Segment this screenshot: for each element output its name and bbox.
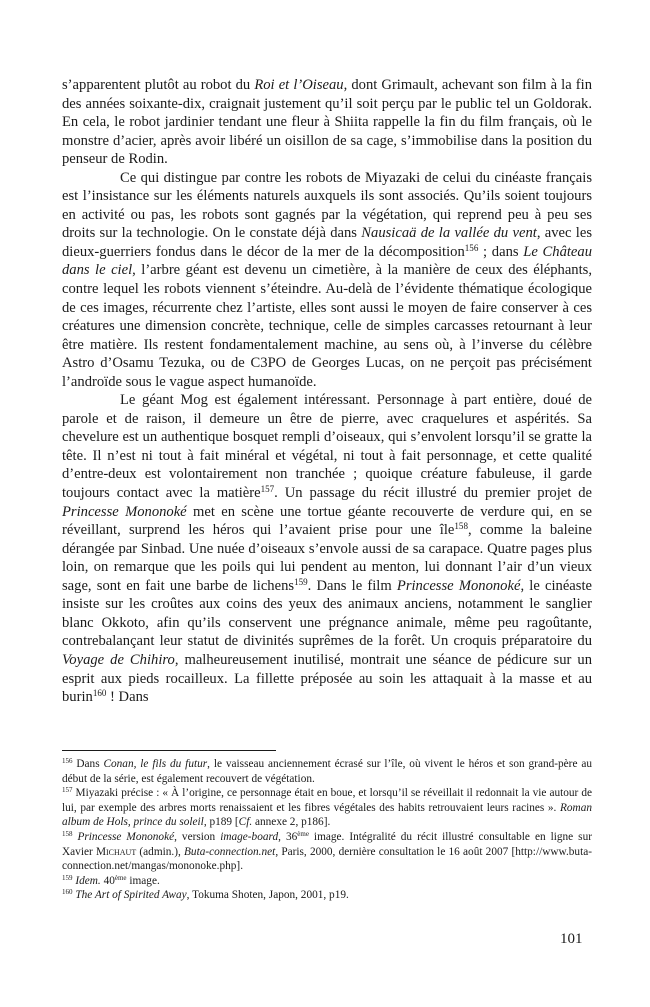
- paragraph-2: Ce qui distingue par contre les robots de Miyazaki de celui du cinéaste français est l’insistance sur les éléments naturels auxquels ils sont associés. Qu’ils soient toujours en activité ou pas, les robots sont gagnés par la végétation, qui reprend peu à peu ses droits sur la technologie. On le constate déjà dans Nausicaä de la vallée du vent, avec les dieux-guerriers fondus dans le décor de la mer de la décomposition$^{156}$ ; dans Le Château dans le ciel, l’arbre géant est devenu un cimetière, à la manière de ceux des éléphants, contre lequel les robots viennent s’éteindre. Au-delà de l’évidente thématique écologique de ces images, récurrente chez l’artiste, elles sont aussi le moyen de faire conserver à ces créatures une dimension concrète, technique, celle de simples carcasses retournant à leur être matière. Ils restent fondamentalement machine, au sens où, à l’inverse du célèbre Astro d’Osamu Tezuka, ou de C3PO de Georges Lucas, on ne perçoit pas précisément l’androïde sous le vague aspect humanoïde.: [62, 169, 593, 390]
- footnotes: [62, 757, 592, 903]
- footnote-separator: [62, 750, 276, 751]
- footnote-number: 159: [62, 873, 73, 882]
- title-princesse-mononoke: Princesse Mononoké: [62, 503, 187, 520]
- page-number: 101: [560, 931, 583, 947]
- footnote-ref-158[interactable]: 158: [454, 521, 468, 532]
- title-princesse-mononoke: Princesse Mononoké: [396, 577, 521, 594]
- document-body: [62, 76, 592, 707]
- footnote-158: $^{158}$ Princesse Mononoké, version image-board, 36ème image. Intégralité du récit illustré consultable en ligne sur Xavier Michaut (admin.), Buta-connection.net, Paris, 2000, dernière consultation le 16 août 2007 [http://www.buta-connection.net/mangas/mononoke.php].: [62, 830, 592, 873]
- footnote-ref-160[interactable]: 160: [92, 688, 107, 699]
- footnote-156: $^{156}$ Dans Conan, le fils du futur, le vaisseau anciennement écrasé sur l’île, où vivent le héros et son grand-père au début de la série, est également recouvert de végétation.: [62, 757, 592, 785]
- footnote-number: 160: [62, 888, 73, 897]
- paragraph-3: Le géant Mog est également intéressant. Personnage à part entière, doué de parole et de raison, il demeure un être de pierre, avec craquelures et aspérités. Sa chevelure est un authentique bosquet rempli d’oiseaux, qui s’envolent lorsqu’il se gratte la tête. Il n’est ni tout à fait minéral et végétal, ni tout à fait personnage, et cette qualité d’entre-deux est volontairement non tranchée ; quoique créature fabuleuse, il garde toujours contact avec la matière$^{157}$. Un passage du récit illustré du premier projet de Princesse Mononoké met en scène une tortue géante recouverte de verdure qui, en se réveillant, surprend les héros qui l’avaient prise pour une île$^{158}$, comme la baleine dérangée par Sinbad. Une nuée d’oiseaux s’envole aussi de sa carapace. Quatre pages plus loin, on remarque que les poils qui lui pendent au menton, lui donnant l’air d’un vieux sage, sont en fait une barbe de lichens$^{159}$. Dans le film Princesse Mononoké, le cinéaste insiste sur les croûtes aux coins des yeux des animaux anciens, notamment le sanglier blanc Okkoto, afin qu’ils conservent une prégnance animale, même peu ragoûtante, contrebalançant leur statut de divinités suprêmes de la forêt. Un croquis préparatoire du Voyage de Chihiro, malheureusement inutilisé, montrait une séance de pédicure sur un esprit aux pieds rocailleux. La fillette préposée au soin les attaquait à la masse et au burin$^{160}$ ! Dans: [62, 392, 593, 706]
- footnote-number: 156: [62, 757, 73, 766]
- footnote-160: $^{160}$ The Art of Spirited Away, Tokuma Shoten, Japon, 2001, p19.: [62, 888, 349, 902]
- paragraph-1: s’apparentent plutôt au robot du Roi et l’Oiseau, dont Grimault, achevant son film à la fin des années soixante-dix, craignait justement qu’il soit perçu par le public tel un Goldorak. En cela, le robot jardinier tendant une fleur à Shiita rappelle la fin du film français, où le monstre d’acier, après avoir libéré un oisillon de sa cage, s’immobilise dans la position du penseur de Rodin.: [62, 77, 593, 168]
- author-name: Michaut: [95, 845, 137, 858]
- footnote-159: $^{159}$ Idem. 40ème image.: [62, 873, 160, 887]
- title-nausicaa: Nausicaä de la vallée du vent: [361, 225, 537, 242]
- footnote-number: 158: [62, 830, 73, 839]
- footnote-ref-159[interactable]: 159: [294, 576, 308, 587]
- footnote-157: $^{157}$ Miyazaki précise : « À l’origine, ce personnage était en boue, et lorsqu’il se réveillait il redonnait la vie autour de lui, par exemple des arbres morts renaissaient et les fibres végétales des habits retrouvaient leurs racines ». Roman album de Hols, prince du soleil, p189 [Cf. annexe 2, p186].: [62, 786, 592, 829]
- title-roi-et-loiseau: Roi et l’Oiseau: [254, 77, 344, 93]
- footnote-ref-157[interactable]: 157: [260, 484, 275, 495]
- title-chateau-dans-le-ciel: Le Château dans le ciel: [62, 243, 592, 279]
- footnote-number: 157: [62, 786, 73, 795]
- title-voyage-de-chihiro: Voyage de Chihiro: [62, 651, 175, 668]
- footnote-ref-156[interactable]: 156: [464, 242, 479, 253]
- footnote-url-text: , Paris, 2000, dernière consultation le 16 août 2007 [http://www.buta-connection.net/mangas/mononoke.php].: [62, 845, 592, 873]
